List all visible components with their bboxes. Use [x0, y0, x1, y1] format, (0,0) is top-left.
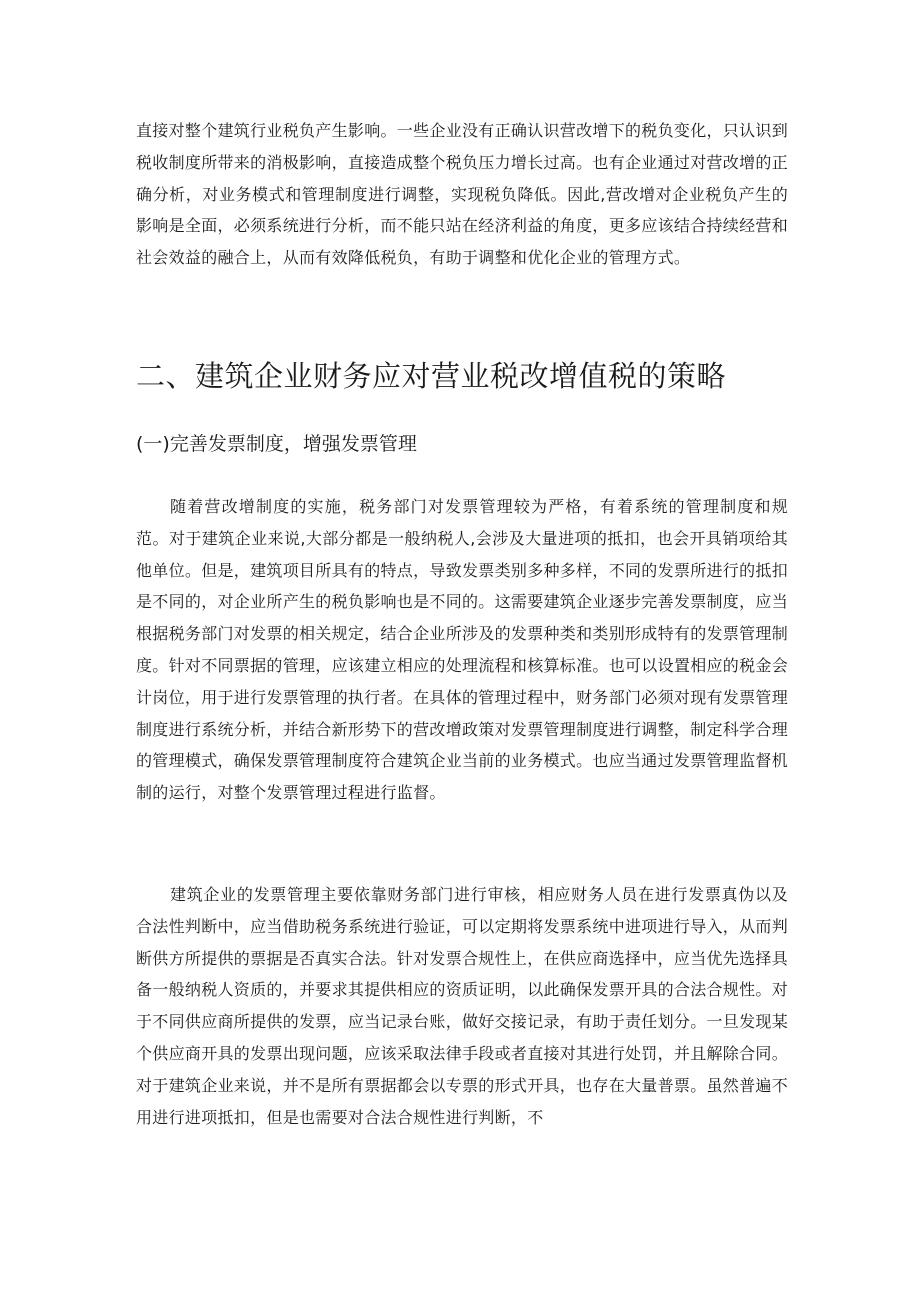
body-paragraph-invoice-review: 建筑企业的发票管理主要依靠财务部门进行审核，相应财务人员在进行发票真伪以及合法性判断中，应当借助税务系统进行验证，可以定期将发票系统中进项进行导入，从而判断供方所提供的票据是否真实合法。针对发票合规性上，在供应商选择中，应当优先选择具备一般纳税人资质的，并要求其提供相应的资质证明，以此确保发票开具的合法合规性。对于不同供应商所提供的发票，应当记录台账，做好交接记录，有助于责任划分。一旦发现某个供应商开具的发票出现问题，应该采取法律手段或者直接对其进行处罚，并且解除合同。对于建筑企业来说，并不是所有票据都会以专票的形式开具，也存在大量普票。虽然普遍不用进行进项抵扣，但是也需要对合法合规性进行判断，不 — [136, 885, 789, 1127]
subsection-heading: (一)完善发票制度，增强发票管理 — [136, 433, 417, 455]
body-paragraph-intro: 直接对整个建筑行业税负产生影响。一些企业没有正确认识营改增下的税负变化，只认识到税收制度所带来的消极影响，直接造成整个税负压力增长过高。也有企业通过对营改增的正确分析，对业务模式和管理制度进行调整，实现税负降低。因此,营改增对企业税负产生的影响是全面，必须系统进行分析，而不能只站在经济利益的角度，更多应该结合持续经营和社会效益的融合上，从而有效降低税负，有助于调整和优化企业的管理方式。 — [136, 121, 789, 268]
section-heading: 二、建筑企业财务应对营业税改增值税的策略 — [136, 359, 727, 393]
body-paragraph-invoice-system: 随着营改增制度的实施，税务部门对发票管理较为严格，有着系统的管理制度和规范。对于建筑企业来说,大部分都是一般纳税人,会涉及大量进项的抵扣，也会开具销项给其他单位。但是，建筑项目所具有的特点，导致发票类别多种多样，不同的发票所进行的抵扣是不同的，对企业所产生的税负影响也是不同的。这需要建筑企业逐步完善发票制度，应当根据税务部门对发票的相关规定，结合企业所涉及的发票种类和类别形成特有的发票管理制度。针对不同票据的管理，应该建立相应的处理流程和核算标准。也可以设置相应的税金会计岗位，用于进行发票管理的执行者。在具体的管理过程中，财务部门必须对现有发票管理制度进行系统分析，并结合新形势下的营改增政策对发票管理制度进行调整，制定科学合理的管理模式，确保发票管理制度符合建筑企业当前的业务模式。也应当通过发票管理监督机制的运行，对整个发票管理过程进行监督。 — [136, 497, 789, 803]
